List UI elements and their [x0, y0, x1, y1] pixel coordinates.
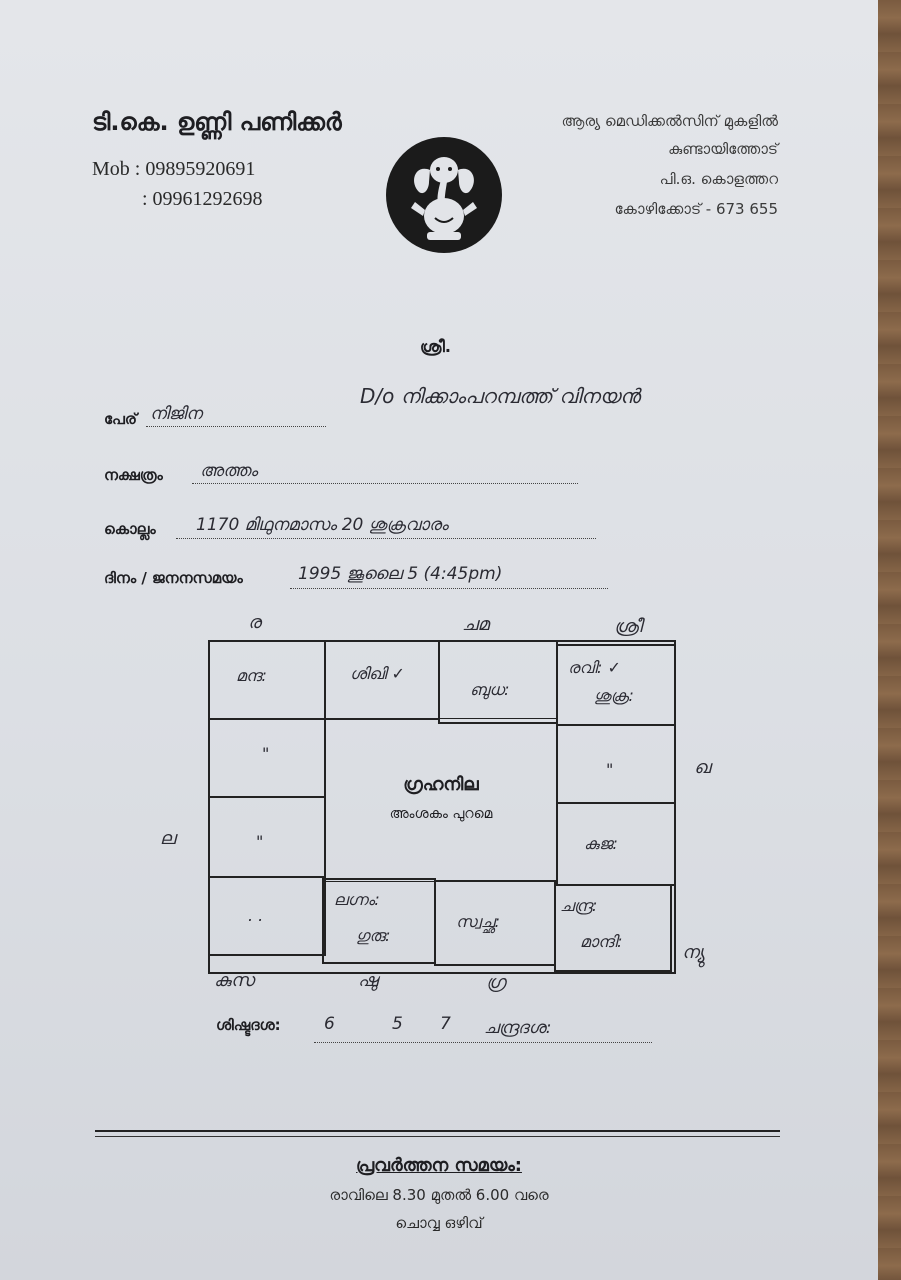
- balance-dasa-name: ചന്ദ്രദശ:: [484, 1018, 552, 1038]
- address-line-3: പി.ഒ. കൊളത്തറ: [659, 170, 778, 188]
- date-label: ദിനം / ജനനസമയം: [104, 569, 243, 587]
- address-line-1: ആര്യ മെഡിക്കൽസിന് മുകളിൽ: [561, 112, 778, 130]
- chart-cell: [556, 724, 676, 804]
- cell-r1c1-text: മന്ദ:: [236, 666, 267, 685]
- wood-table-background: [878, 0, 901, 1280]
- name-dotted-line: [146, 426, 326, 427]
- footer-rule-thick: [95, 1130, 780, 1132]
- cell-r1c2-text: ശിഖി ✓: [350, 664, 405, 683]
- balance-days: 7: [440, 1014, 451, 1034]
- cell-r3c4-text: കുജ:: [584, 834, 618, 853]
- balance-dotted-line: [314, 1042, 652, 1043]
- star-dotted-line: [192, 483, 578, 484]
- cell-r4c4-text-b: മാന്ദി:: [580, 932, 623, 951]
- sree-heading: ശ്രീ.: [420, 337, 451, 356]
- balance-dasa-label: ശിഷ്ടദശ:: [216, 1016, 281, 1034]
- name-label: പേര്: [104, 410, 137, 428]
- star-value: അത്തം: [200, 461, 258, 481]
- chart-center-subtitle: അംശകം പുറമെ: [389, 806, 493, 822]
- ganesha-logo-icon: [385, 136, 503, 254]
- chart-cell: [556, 644, 676, 726]
- chart-top-label-1: ര: [248, 612, 261, 633]
- cell-r4c2-text-b: ഗുരു:: [356, 926, 391, 945]
- working-hours-text: രാവിലെ 8.30 മുതൽ 6.00 വരെ: [329, 1186, 549, 1204]
- cell-r1c4-text-a: രവി: ✓: [568, 658, 621, 677]
- holiday-text: ചൊവ്വ ഒഴിവ്: [395, 1214, 483, 1232]
- chart-top-label-2: ചമ: [462, 614, 489, 635]
- chart-left-label: ല: [160, 828, 176, 849]
- date-dotted-line: [290, 588, 608, 589]
- cell-r4c3-text: സ്വച്ഛ:: [456, 912, 501, 931]
- address-line-4: കോഴിക്കോട് - 673 655: [614, 200, 778, 218]
- footer-rule-thin: [95, 1136, 780, 1137]
- working-hours-title: പ്രവർത്തന സമയം:: [356, 1155, 522, 1176]
- parent-note: D/o നിക്കാംപറമ്പത്ത് വിനയൻ: [360, 384, 640, 408]
- cell-r1c4-text-b: ശുക്ര:: [594, 686, 634, 705]
- cell-r2c1-text: ": [262, 744, 270, 763]
- chart-right-label-1: ഖ: [694, 757, 711, 778]
- chart-center-box: [324, 718, 558, 882]
- chart-bottom-label-3: ഗ്ര: [486, 972, 506, 993]
- chart-cell: [208, 796, 326, 878]
- name-value: നിജിന: [150, 404, 202, 424]
- cell-r3c1-text: ": [256, 832, 264, 851]
- mobile-number-secondary: : 09961292698: [142, 188, 263, 210]
- chart-bottom-label-1: കുസ: [214, 970, 254, 991]
- cell-r1c3-text: ബുധ:: [470, 680, 510, 699]
- chart-top-label-3: ശ്രീ: [614, 616, 642, 637]
- address-line-2: കുണ്ടായിത്തോട്: [668, 140, 778, 158]
- chart-right-label-2: ന്യു: [682, 942, 705, 963]
- balance-years: 6: [324, 1014, 335, 1034]
- cell-r4c1-text: . .: [248, 906, 264, 925]
- chart-cell: [208, 876, 326, 956]
- cell-r2c4-text: ": [606, 760, 614, 779]
- year-dotted-line: [176, 538, 596, 539]
- date-value: 1995 ജൂലൈ 5 (4:45pm): [298, 564, 503, 584]
- balance-months: 5: [392, 1014, 403, 1034]
- mobile-number-primary: Mob : 09895920691: [92, 158, 256, 180]
- year-value: 1170 മിഥുനമാസം 20 ശുക്രവാരം: [196, 515, 449, 535]
- cell-r4c2-text-a: ലഗ്നം:: [334, 890, 380, 909]
- chart-center-title: ഗ്രഹനില: [403, 774, 479, 795]
- year-label: കൊല്ലം: [104, 520, 156, 538]
- chart-cell: [208, 640, 326, 720]
- chart-bottom-label-2: ഷു: [358, 970, 378, 991]
- star-label: നക്ഷത്രം: [104, 466, 163, 484]
- cell-r4c4-text-a: ചന്ദ്ര:: [560, 896, 598, 915]
- astrologer-name: ടി.കെ. ഉണ്ണി പണിക്കർ: [92, 108, 342, 136]
